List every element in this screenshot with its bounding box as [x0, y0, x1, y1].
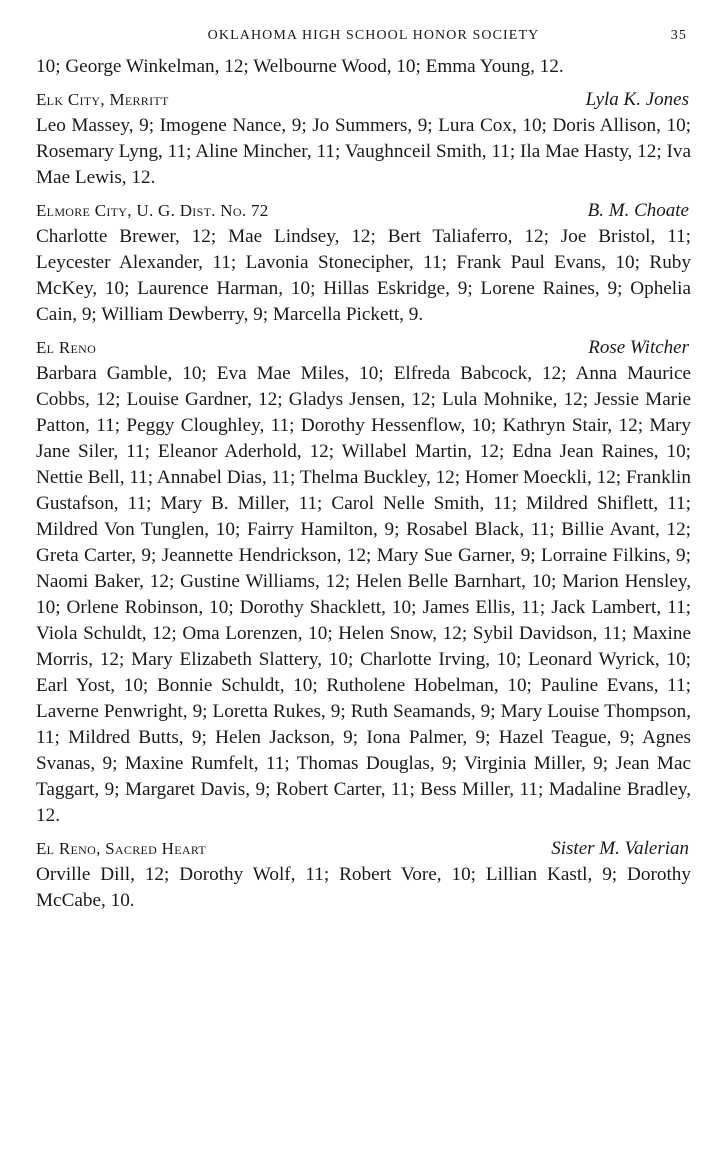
section-heading: [36, 335, 691, 361]
section-heading: [36, 836, 691, 862]
school-name: Elk City, Merritt: [36, 90, 169, 109]
sponsor-name: B. M. Choate: [587, 200, 689, 221]
school-section-elk-city: [36, 87, 691, 191]
member-list: Orville Dill, 12; Dorothy Wolf, 11; Robert Vore, 10; Lillian Kastl, 9; Dorothy McCabe, 10.: [36, 864, 691, 911]
section-heading: [36, 198, 691, 224]
sponsor-name: Lyla K. Jones: [585, 89, 689, 110]
sponsor-name: Rose Witcher: [588, 337, 689, 358]
member-list: Leo Massey, 9; Imogene Nance, 9; Jo Summers, 9; Lura Cox, 10; Doris Allison, 10; Rosemary Lyng, 11; Aline Mincher, 11; Vaughnceil Smith, 11; Ila Mae Hasty, 12; Iva Mae Lewis, 12.: [36, 115, 691, 188]
sponsor-name: Sister M. Valerian: [551, 838, 689, 859]
member-list: Charlotte Brewer, 12; Mae Lindsey, 12; Bert Taliaferro, 12; Joe Bristol, 11; Leycester Alexander, 11; Lavonia Stonecipher, 11; Frank Paul Evans, 10; Ruby McKey, 10; Laurence Harman, 10; Hillas Eskridge, 9; Lorene Raines, 9; Ophelia Cain, 9; William Dewberry, 9; Marcella Pickett, 9.: [36, 226, 691, 325]
school-section-elmore-city: [36, 198, 691, 328]
running-header: [36, 28, 691, 54]
continuation-text: 10; George Winkelman, 12; Welbourne Wood, 10; Emma Young, 12.: [36, 56, 564, 77]
school-section-el-reno-sacred-heart: [36, 836, 691, 914]
school-name: El Reno, Sacred Heart: [36, 839, 207, 858]
running-title: OKLAHOMA HIGH SCHOOL HONOR SOCIETY: [207, 28, 540, 43]
section-heading: [36, 87, 691, 113]
school-name: El Reno: [36, 338, 97, 357]
school-section-el-reno: [36, 335, 691, 829]
school-name: Elmore City, U. G. Dist. No. 72: [36, 201, 269, 220]
page-number: 35: [670, 28, 687, 43]
member-list: Barbara Gamble, 10; Eva Mae Miles, 10; Elfreda Babcock, 12; Anna Maurice Cobbs, 12; Louise Gardner, 12; Gladys Jensen, 12; Lula Mohnike, 12; Jessie Marie Patton, 11; Peggy Cloughley, 11; Dorothy Hessenflow, 10; Kathryn Stair, 12; Mary Jane Siler, 11; Eleanor Aderhold, 12; Willabel Martin, 12; Edna Jean Raines, 10; Nettie Bell, 11; Annabel Dias, 11; Thelma Buckley, 12; Homer Moeckli, 12; Franklin Gustafson, 11; Mary B. Miller, 11; Carol Nelle Smith, 11; Mildred Shiflett, 11; Mildred Von Tunglen, 10; Fairry Hamilton, 9; Rosabel Black, 11; Billie Avant, 12; Greta Carter, 9; Jeannette Hendrickson, 12; Mary Sue Garner, 9; Lorraine Filkins, 9; Naomi Baker, 12; Gustine Williams, 12; Helen Belle Barnhart, 10; Marion Hensley, 10; Orlene Robinson, 10; Dorothy Shacklett, 10; James Ellis, 11; Jack Lambert, 11; Viola Schuldt, 12; Oma Lorenzen, 10; Helen Snow, 12; Sybil Davidson, 11; Maxine Morris, 12; Mary Elizabeth Slattery, 10; Charlotte Irving, 10; Leonard Wyrick, 10; Earl Yost, 10; Bonnie Schuldt, 10; Rutholene Hobelman, 10; Pauline Evans, 11; Laverne Penwright, 9; Loretta Rukes, 9; Ruth Seamands, 9; Mary Louise Thompson, 11; Mildred Butts, 9; Helen Jackson, 9; Iona Palmer, 9; Hazel Teague, 9; Agnes Svanas, 9; Maxine Rumfelt, 11; Thomas Douglas, 9; Virginia Miller, 9; Jean Mac Taggart, 9; Margaret Davis, 9; Robert Carter, 11; Bess Miller, 11; Madaline Bradley, 12.: [36, 363, 691, 826]
